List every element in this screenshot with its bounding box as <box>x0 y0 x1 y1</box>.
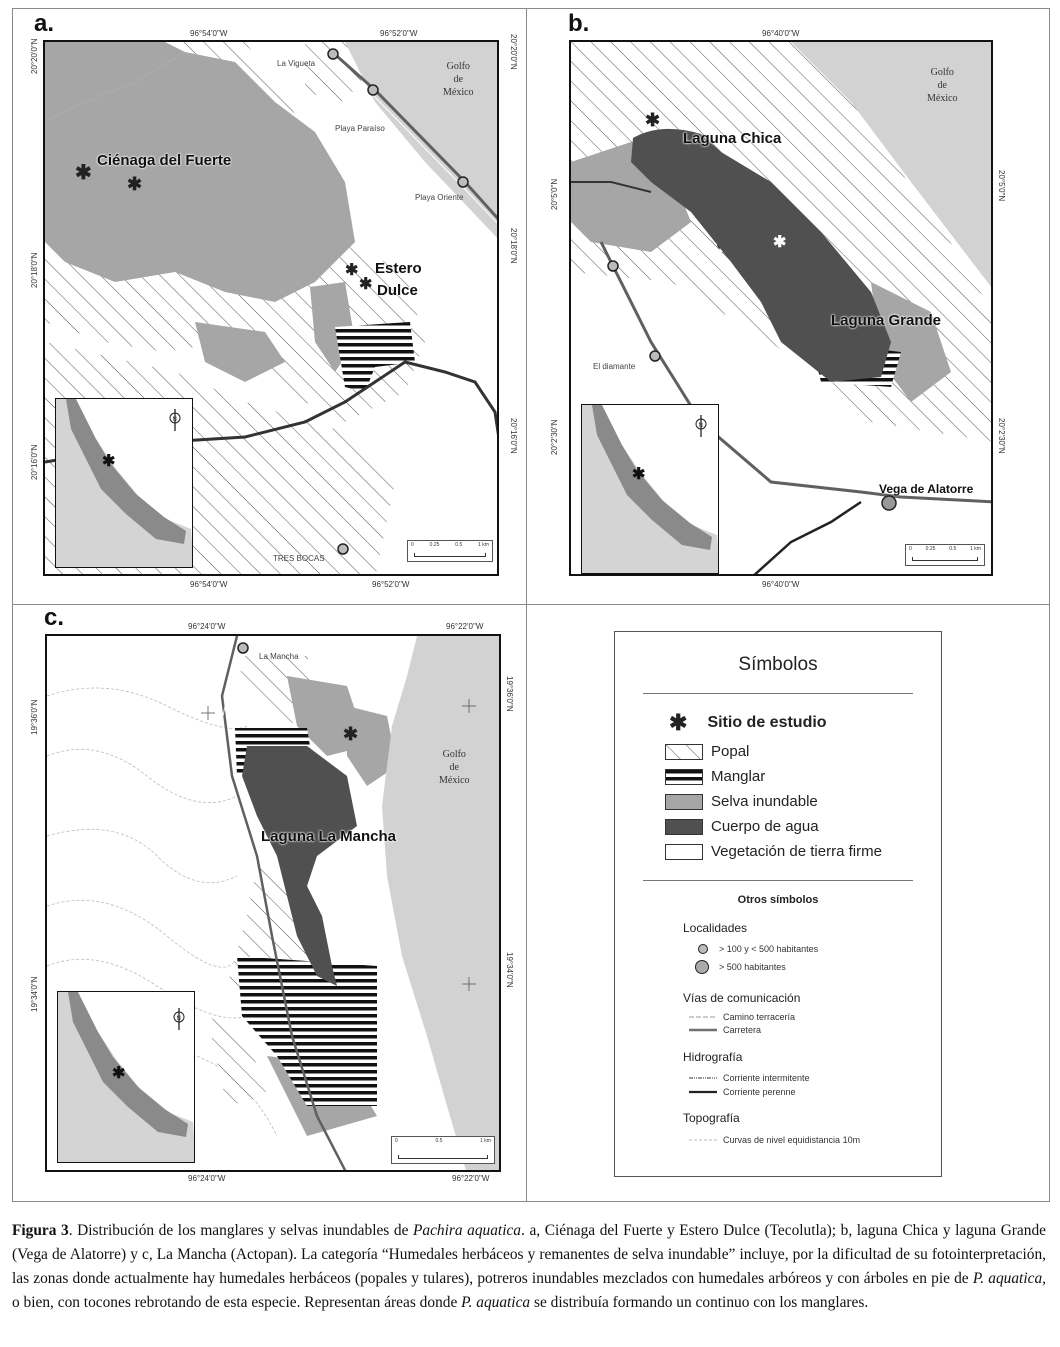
svg-text:✱: ✱ <box>112 1065 126 1082</box>
legend-popal-label: Popal <box>711 743 750 760</box>
panel-c-bottom-tick-1: 96°24'0"W <box>188 1174 226 1183</box>
panel-divider-vertical <box>526 8 527 1202</box>
legend-tierra-firme <box>665 843 882 860</box>
panel-divider-horizontal <box>12 604 1050 605</box>
locality-large-icon <box>693 959 711 975</box>
dirt-road-line-icon <box>689 1014 717 1020</box>
figure-caption <box>12 1219 1046 1315</box>
panel-a-gulf-label: Golfo de México <box>443 61 474 98</box>
panel-a-bottom-tick-2: 96°52'0"W <box>372 580 410 589</box>
panel-b-bottom-tick-1: 96°40'0"W <box>762 580 800 589</box>
panel-c-bottom-tick-2: 96°22'0"W <box>452 1174 490 1183</box>
legend-box <box>614 631 942 1177</box>
intermittent-stream-icon <box>689 1075 717 1081</box>
panel-a-bottom-tick-1: 96°54'0"W <box>190 580 228 589</box>
svg-text:✱: ✱ <box>102 453 116 470</box>
legend-localidades: Localidades <box>683 921 748 935</box>
panel-c-letter: c. <box>44 604 65 631</box>
panel-b-right-tick-1: 20°5'0"N <box>997 170 1006 202</box>
place-vega-de-alatorre: Vega de Alatorre <box>879 482 974 496</box>
panel-a-left-tick-2: 20°18'0"N <box>30 252 39 288</box>
panel-b-map[interactable] <box>569 40 993 576</box>
panel-b-scale-bar: 0 0.25 0.5 1 km <box>905 544 985 566</box>
place-la-mancha: La Mancha <box>259 652 299 661</box>
legend-tierra-firme-label: Vegetación de tierra firme <box>711 843 882 860</box>
legend-study-site-label: Sitio de estudio <box>707 714 827 731</box>
panel-a-right-tick-2: 20°18'0"N <box>509 228 518 264</box>
caption-text: . a, Ciénaga del Fuerte y Estero Dulce (Tecolutla); b, laguna Chica y laguna Grande (Vega de Alatorre) y c, La Mancha (Actopan). La categoría “Humedales herbáceos y remanentes de selva inundable” incluye, por la dificultad de su fotointerpretación, las zonas donde actualmente hay humedales herbáceos (popales y tulares), potreros inundables mezclados con humedales arbóreos y con árboles en pie de <box>12 1222 1046 1287</box>
perennial-stream-icon <box>689 1089 717 1095</box>
svg-text:✱: ✱ <box>632 466 646 483</box>
panel-a-right-tick-3: 20°16'0"N <box>509 418 518 454</box>
caption-text: se distribuía formando un continuo con los manglares. <box>530 1294 869 1311</box>
legend-loc-small: > 100 y < 500 habitantes <box>695 943 818 955</box>
site-dulce: Dulce <box>377 282 418 299</box>
site-cienaga-del-fuerte: Ciénaga del Fuerte <box>97 152 232 169</box>
legend-selva <box>665 793 818 810</box>
highway-line-icon <box>689 1027 717 1033</box>
panel-b-gulf-label: Golfo de México <box>927 67 958 104</box>
panel-b-inset-map <box>581 404 719 574</box>
locality-small-icon <box>695 943 711 955</box>
panel-c-left-tick-2: 19°34'0"N <box>30 976 39 1012</box>
svg-text:N: N <box>172 417 177 423</box>
legend-agua <box>665 818 819 835</box>
study-site-icon: ✱ <box>345 262 359 279</box>
study-site-icon: ✱ <box>645 110 661 130</box>
panel-a-letter: a. <box>34 10 55 37</box>
panel-c-top-tick-2: 96°22'0"W <box>446 622 484 631</box>
legend-selva-label: Selva inundable <box>711 793 818 810</box>
panel-b-top-tick-1: 96°40'0"W <box>762 29 800 38</box>
legend-carretera: Carretera <box>689 1025 761 1035</box>
panel-c-right-tick-2: 19°34'0"N <box>505 952 514 988</box>
legend-divider <box>643 693 913 694</box>
site-laguna-la-mancha: Laguna La Mancha <box>261 828 397 845</box>
legend-camino: Camino terracería <box>689 1012 795 1022</box>
site-laguna-grande: Laguna Grande <box>831 312 942 329</box>
legend-divider <box>643 880 913 881</box>
site-estero: Estero <box>375 260 422 277</box>
legend-other-title: Otros símbolos <box>737 894 819 906</box>
caption-label: Figura 3 <box>12 1222 69 1239</box>
panel-a-top-tick-2: 96°52'0"W <box>380 29 418 38</box>
panel-c-scale-bar: 0 0.5 1 km <box>391 1136 495 1164</box>
legend-perenne: Corriente perenne <box>689 1087 796 1097</box>
contour-line-icon <box>689 1137 717 1143</box>
study-site-icon: ✱ <box>669 710 688 735</box>
legend-title: Símbolos <box>738 654 818 675</box>
place-playa-oriente: Playa Oriente <box>415 193 464 202</box>
tierra-firme-swatch-icon <box>665 844 703 860</box>
legend-manglar <box>665 768 765 785</box>
panel-a-top-tick-1: 96°54'0"W <box>190 29 228 38</box>
legend-hidrografia: Hidrografía <box>683 1050 743 1064</box>
study-site-icon: ✱ <box>773 234 787 251</box>
place-la-vigueta: La Vigueta <box>277 59 316 68</box>
study-site-icon: ✱ <box>75 162 92 184</box>
place-playa-paraiso: Playa Paraíso <box>335 124 385 133</box>
panel-a-left-tick-1: 20°20'0"N <box>30 38 39 74</box>
panel-a-left-tick-3: 20°16'0"N <box>30 444 39 480</box>
legend-manglar-label: Manglar <box>711 768 766 785</box>
panel-a-inset-map <box>55 398 193 568</box>
panel-b-left-tick-2: 20°2'30"N <box>550 419 559 455</box>
selva-swatch-icon <box>665 794 703 810</box>
panel-c-right-tick-1: 19°36'0"N <box>505 676 514 712</box>
legend-study-site <box>669 710 827 736</box>
study-site-icon: ✱ <box>127 174 143 194</box>
panel-c-inset-map <box>57 991 195 1163</box>
svg-text:N: N <box>698 423 703 429</box>
panel-b-right-tick-2: 20°2'30"N <box>997 418 1006 454</box>
panel-c-map[interactable] <box>45 634 501 1172</box>
panel-a-scale-bar: 0 0.25 0.5 1 km <box>407 540 493 562</box>
panel-a-map[interactable] <box>43 40 499 576</box>
caption-text: . Distribución de los manglares y selvas inundables de <box>68 1222 413 1239</box>
place-tres-bocas: TRES BOCAS <box>273 554 325 563</box>
caption-text: , o bien, con tocones rebrotando de esta especie. Representan áreas donde <box>12 1270 1046 1311</box>
panel-c-gulf-label: Golfo de México <box>439 749 470 786</box>
svg-text:N: N <box>176 1016 181 1022</box>
legend-intermitente: Corriente intermitente <box>689 1073 810 1083</box>
study-site-icon: ✱ <box>359 276 373 293</box>
legend-popal <box>665 743 749 760</box>
panel-c-top-tick-1: 96°24'0"W <box>188 622 226 631</box>
panel-c-left-tick-1: 19°36'0"N <box>30 699 39 735</box>
caption-species: P. aquatica <box>461 1294 531 1311</box>
legend-curvas: Curvas de nivel equidistancia 10m <box>689 1135 860 1145</box>
legend-agua-label: Cuerpo de agua <box>711 818 819 835</box>
manglar-swatch-icon <box>665 769 703 785</box>
agua-swatch-icon <box>665 819 703 835</box>
place-el-diamante: El diamante <box>593 362 636 371</box>
study-site-icon: ✱ <box>343 724 359 744</box>
site-laguna-chica: Laguna Chica <box>683 130 782 147</box>
legend-topografia: Topografía <box>683 1111 740 1125</box>
panel-b-letter: b. <box>568 10 590 37</box>
legend-vias: Vías de comunicación <box>683 991 801 1005</box>
panel-b-left-tick-1: 20°5'0"N <box>550 178 559 210</box>
caption-species: Pachira aquatica <box>412 1222 522 1239</box>
legend-loc-large: > 500 habitantes <box>693 959 786 975</box>
caption-species: P. aquatica <box>972 1270 1043 1287</box>
panel-a-right-tick-1: 20°20'0"N <box>509 34 518 70</box>
popal-swatch-icon <box>665 744 703 760</box>
gulf-area <box>345 42 499 242</box>
